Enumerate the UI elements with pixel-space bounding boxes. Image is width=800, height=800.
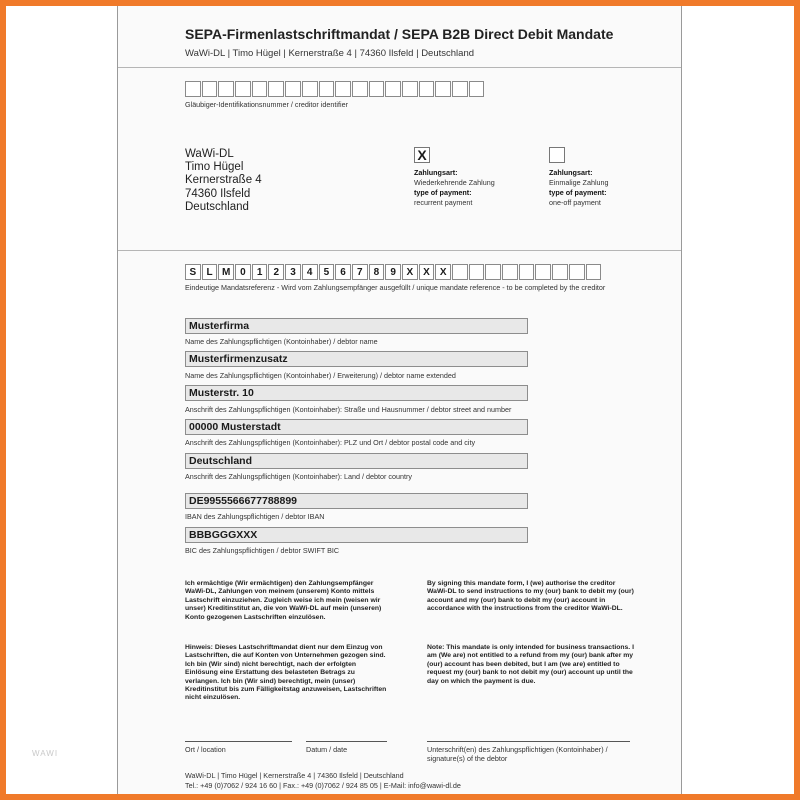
creditor-id-cell[interactable]: [235, 81, 251, 97]
payment-type-title-en: type of payment:: [549, 188, 607, 197]
creditor-id-cell[interactable]: [285, 81, 301, 97]
debtor-iban-field[interactable]: DE9955566677788899: [185, 493, 528, 509]
place-label: Ort / location: [185, 745, 226, 754]
payment-type-en: one-off payment: [549, 198, 601, 207]
creditor-id-cells[interactable]: [185, 81, 485, 97]
payment-type-title-de: Zahlungsart:: [549, 168, 593, 177]
creditor-line: Kernerstraße 4: [185, 174, 262, 187]
mandate-reference-cell[interactable]: [452, 264, 468, 280]
creditor-line: WaWi-DL: [185, 148, 234, 160]
payment-type-de: Einmalige Zahlung: [549, 178, 609, 187]
footer-address: WaWi-DL | Timo Hügel | Kernerstraße 4 | 74360 Ilsfeld | Deutschland: [185, 771, 404, 780]
debtor-name-field[interactable]: Musterfirma: [185, 318, 528, 334]
mandate-reference-cell[interactable]: [552, 264, 568, 280]
payment-type-title-en: type of payment:: [414, 188, 472, 197]
page-title: SEPA-Firmenlastschriftmandat / SEPA B2B Direct Debit Mandate: [185, 26, 614, 42]
mandate-reference-cell[interactable]: 6: [335, 264, 351, 280]
recurring-payment-checkbox[interactable]: X: [414, 147, 430, 163]
place-line[interactable]: [185, 741, 292, 742]
debtor-city-field[interactable]: 00000 Musterstadt: [185, 419, 528, 435]
footer-contact: Tel.: +49 (0)7062 / 924 16 60 | Fax.: +49 (0)7062 / 924 85 05 | E-Mail: info@wawi-dl.de: [185, 781, 461, 790]
note-text-en: Note: This mandate is only intended for business transactions. I am (We are) not entitled to a refund from my (our) bank after my (our) account has been debited, but I am (we are) entitled to request my (our) bank to not debit my (our) account up until the day on which the payment is due.: [427, 644, 634, 685]
debtor-bic-field[interactable]: BBBGGGXXX: [185, 527, 528, 543]
mandate-reference-cell[interactable]: [469, 264, 485, 280]
creditor-id-cell[interactable]: [218, 81, 234, 97]
debtor-country-field[interactable]: Deutschland: [185, 453, 528, 469]
creditor-id-cell[interactable]: [302, 81, 318, 97]
watermark-text: WAWI: [32, 749, 59, 758]
creditor-id-cell[interactable]: [452, 81, 468, 97]
creditor-id-cell[interactable]: [352, 81, 368, 97]
payment-type-de: Wiederkehrende Zahlung: [414, 178, 495, 187]
mandate-reference-cell[interactable]: [535, 264, 551, 280]
date-label: Datum / date: [306, 745, 348, 754]
creditor-id-cell[interactable]: [419, 81, 435, 97]
mandate-sheet: [117, 6, 682, 794]
creditor-id-cell[interactable]: [402, 81, 418, 97]
oneoff-payment-label: [549, 168, 609, 208]
mandate-reference-cell[interactable]: 1: [252, 264, 268, 280]
debtor-city-label: Anschrift des Zahlungspflichtigen (Kontoinhaber): PLZ und Ort / debtor postal code and city: [185, 438, 476, 447]
signature-label: Unterschrift(en) des Zahlungspflichtigen (Kontoinhaber) / signature(s) of the debtor: [427, 745, 608, 763]
note-text-de: Hinweis: Dieses Lastschriftmandat dient nur dem Einzug von Lastschriften, die auf Konten von Unternehmen gezogen sind. Ich bin (Wir sind) nicht berechtigt, nach der erfolgten Einlösung eine Erstattung des belasteten Betrags zu verlangen. Ich bin (Wir sind) berechtigt, mein (unser) Kreditinstitut bis zum Fälligkeitstag anzuweisen, Lastschriften nicht einzulösen.: [185, 644, 387, 702]
recurring-payment-label: [414, 168, 495, 208]
debtor-street-label: Anschrift des Zahlungspflichtigen (Kontoinhaber): Straße und Hausnummer / debtor street and number: [185, 405, 512, 414]
creditor-id-label: Gläubiger-Identifikationsnummer / creditor identifier: [185, 100, 348, 109]
creditor-address: [185, 148, 262, 214]
creditor-id-cell[interactable]: [469, 81, 485, 97]
debtor-iban-label: IBAN des Zahlungspflichtigen / debtor IBAN: [185, 512, 325, 521]
mandate-reference-cell[interactable]: [586, 264, 602, 280]
creditor-line: 74360 Ilsfeld: [185, 187, 251, 200]
creditor-id-cell[interactable]: [252, 81, 268, 97]
mandate-reference-cell[interactable]: 9: [385, 264, 401, 280]
mandate-reference-cell[interactable]: [569, 264, 585, 280]
mandate-reference-cell[interactable]: [519, 264, 535, 280]
mandate-reference-cell[interactable]: 2: [268, 264, 284, 280]
payment-type-en: recurrent payment: [414, 198, 473, 207]
creditor-line: Deutschland: [185, 200, 249, 213]
creditor-id-cell[interactable]: [268, 81, 284, 97]
creditor-id-cell[interactable]: [335, 81, 351, 97]
creditor-id-cell[interactable]: [369, 81, 385, 97]
authorization-text-en: By signing this mandate form, I (we) authorise the creditor WaWi-DL to send instructions to my (our) bank to debit my (our) account and my (our) bank to debit my (our) account in accordance with the instructions from the creditor WaWi-DL.: [427, 580, 634, 613]
debtor-street-field[interactable]: Musterstr. 10: [185, 385, 528, 401]
divider: [118, 250, 681, 251]
mandate-reference-cell[interactable]: 8: [369, 264, 385, 280]
authorization-text-de: Ich ermächtige (Wir ermächtigen) den Zahlungsempfänger WaWi-DL, Zahlungen von meinem (unserem) Konto mittels Lastschrift einzuziehen. Zugleich weise ich mein (weisen wir unser) Kreditinstitut an, die von WaWi-DL auf mein (unseren) Konto gezogenen Lastschriften einzulösen.: [185, 580, 382, 621]
mandate-reference-cell[interactable]: 5: [319, 264, 335, 280]
mandate-reference-cell[interactable]: X: [435, 264, 451, 280]
mandate-reference-cell[interactable]: L: [202, 264, 218, 280]
creditor-id-cell[interactable]: [319, 81, 335, 97]
payment-type-title-de: Zahlungsart:: [414, 168, 458, 177]
mandate-reference-cell[interactable]: [485, 264, 501, 280]
creditor-line: Timo Hügel: [185, 161, 244, 174]
debtor-name-extended-field[interactable]: Musterfirmenzusatz: [185, 351, 528, 367]
creditor-id-cell[interactable]: [385, 81, 401, 97]
mandate-reference-cell[interactable]: X: [402, 264, 418, 280]
signature-line[interactable]: [427, 741, 630, 742]
mandate-reference-cell[interactable]: M: [218, 264, 234, 280]
mandate-reference-cell[interactable]: X: [419, 264, 435, 280]
debtor-name-extended-label: Name des Zahlungspflichtigen (Kontoinhaber) / Erweiterung) / debtor name extended: [185, 371, 456, 380]
mandate-reference-label: Eindeutige Mandatsreferenz - Wird vom Zahlungsempfänger ausgefüllt / unique mandate reference - to be completed by the creditor: [185, 283, 606, 292]
oneoff-payment-checkbox[interactable]: [549, 147, 565, 163]
debtor-country-label: Anschrift des Zahlungspflichtigen (Kontoinhaber): Land / debtor country: [185, 472, 412, 481]
creditor-id-cell[interactable]: [185, 81, 201, 97]
mandate-reference-cell[interactable]: 0: [235, 264, 251, 280]
mandate-reference-cell[interactable]: [502, 264, 518, 280]
creditor-subtitle: WaWi-DL | Timo Hügel | Kernerstraße 4 | 74360 Ilsfeld | Deutschland: [185, 48, 475, 59]
mandate-reference-cell[interactable]: 7: [352, 264, 368, 280]
date-line[interactable]: [306, 741, 387, 742]
creditor-id-cell[interactable]: [202, 81, 218, 97]
mandate-reference-cell[interactable]: 3: [285, 264, 301, 280]
mandate-reference-cell[interactable]: S: [185, 264, 201, 280]
mandate-reference-cells[interactable]: [185, 264, 602, 280]
mandate-reference-cell[interactable]: 4: [302, 264, 318, 280]
debtor-bic-label: BIC des Zahlungspflichtigen / debtor SWIFT BIC: [185, 546, 340, 555]
creditor-id-cell[interactable]: [435, 81, 451, 97]
divider: [118, 67, 681, 68]
debtor-name-label: Name des Zahlungspflichtigen (Kontoinhaber) / debtor name: [185, 337, 378, 346]
